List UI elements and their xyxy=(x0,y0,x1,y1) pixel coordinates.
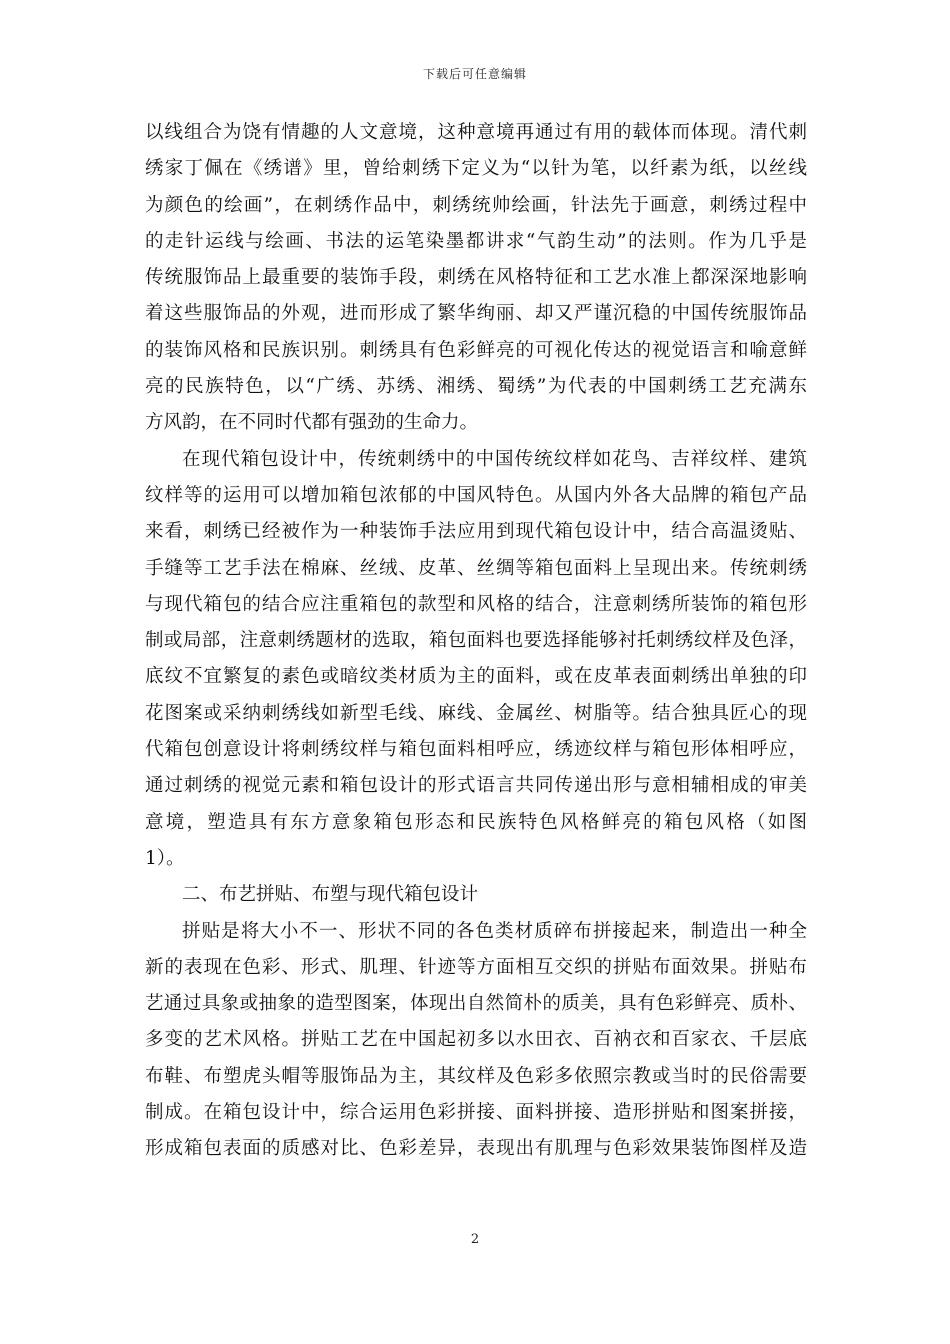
text-line: 纹样等的运用可以增加箱包浓郁的中国风特色。从国内外各大品牌的箱包产品 xyxy=(145,484,807,506)
text-line: 新的表现在色彩、形式、肌理、针迹等方面相互交织的拼贴布面效果。拼贴布 xyxy=(145,956,807,978)
body-text xyxy=(145,115,807,1168)
text-line: 的走针运线与绘画、书法的运笔染墨都讲求“气韵生动”的法则。作为几乎是 xyxy=(145,230,807,252)
text-line: 形成箱包表面的质感对比、色彩差异，表现出有肌理与色彩效果装饰图样及造 xyxy=(145,1138,807,1160)
text-line: 制或局部，注意刺绣题材的选取，箱包面料也要选择能够衬托刺绣纹样及色泽， xyxy=(145,630,807,652)
text-line: 拼贴是将大小不一、形状不同的各色类材质碎布拼接起来，制造出一种全 xyxy=(182,920,807,942)
text-line: 底纹不宜繁复的素色或暗纹类材质为主的面料，或在皮革表面刺绣出单独的印 xyxy=(145,666,807,688)
page-header: 下载后可任意编辑 xyxy=(422,67,527,81)
text-line: 以线组合为饶有情趣的人文意境，这种意境再通过有用的载体而体现。清代刺 xyxy=(145,122,807,143)
text-line: 传统服饰品上最重要的装饰手段，刺绣在风格特征和工艺水准上都深深地影响 xyxy=(145,267,807,289)
text-line: 在现代箱包设计中，传统刺绣中的中国传统纹样如花鸟、吉祥纹样、建筑 xyxy=(182,448,807,470)
text-line: 布鞋、布塑虎头帽等服饰品为主，其纹样及色彩多依照宗教或当时的民俗需要 xyxy=(145,1065,807,1087)
text-line: 手缝等工艺手法在棉麻、丝绒、皮革、丝绸等箱包面料上呈现出来。传统刺绣 xyxy=(145,557,807,579)
text-line: 绣家丁佩在《绣谱》里，曾给刺绣下定义为“以针为笔，以纤素为纸，以丝线 xyxy=(145,158,807,180)
text-line: 花图案或采纳刺绣线如新型毛线、麻线、金属丝、树脂等。结合独具匠心的现 xyxy=(145,702,807,724)
text-line: 意境，塑造具有东方意象箱包形态和民族特色风格鲜亮的箱包风格（如图 xyxy=(145,811,807,833)
text-line: 多变的艺术风格。拼贴工艺在中国起初多以水田衣、百衲衣和百家衣、千层底 xyxy=(145,1029,807,1051)
page-number: 2 xyxy=(470,1232,480,1247)
text-line: 通过刺绣的视觉元素和箱包设计的形式语言共同传递出形与意相辅相成的审美 xyxy=(145,775,807,797)
text-line: 二、布艺拼贴、布塑与现代箱包设计 xyxy=(182,884,479,906)
text-line: 制成。在箱包设计中，综合运用色彩拼接、面料拼接、造形拼贴和图案拼接， xyxy=(145,1102,807,1124)
text-line: 的装饰风格和民族识别。刺绣具有色彩鲜亮的可视化传达的视觉语言和喻意鲜 xyxy=(145,339,807,361)
text-line: 与现代箱包的结合应注重箱包的款型和风格的结合，注意刺绣所装饰的箱包形 xyxy=(145,593,807,615)
text-line: 艺通过具象或抽象的造型图案，体现出自然简朴的质美，具有色彩鲜亮、质朴、 xyxy=(145,993,807,1015)
text-line: 代箱包创意设计将刺绣纹样与箱包面料相呼应，绣迹纹样与箱包形体相呼应， xyxy=(145,739,807,761)
text-line: 为颜色的绘画”，在刺绣作品中，刺绣统帅绘画，针法先于画意，刺绣过程中 xyxy=(145,194,807,216)
text-line: 来看，刺绣已经被作为一种装饰手法应用到现代箱包设计中，结合高温烫贴、 xyxy=(145,521,807,543)
text-line: 着这些服饰品的外观，进而形成了繁华绚丽、却又严谨沉稳的中国传统服饰品 xyxy=(145,303,807,325)
text-line: 亮的民族特色，以“广绣、苏绣、湘绣、蜀绣”为代表的中国刺绣工艺充满东 xyxy=(145,376,807,398)
text-line: 1）。 xyxy=(145,847,185,869)
text-line: 方风韵，在不同时代都有强劲的生命力。 xyxy=(145,412,479,434)
